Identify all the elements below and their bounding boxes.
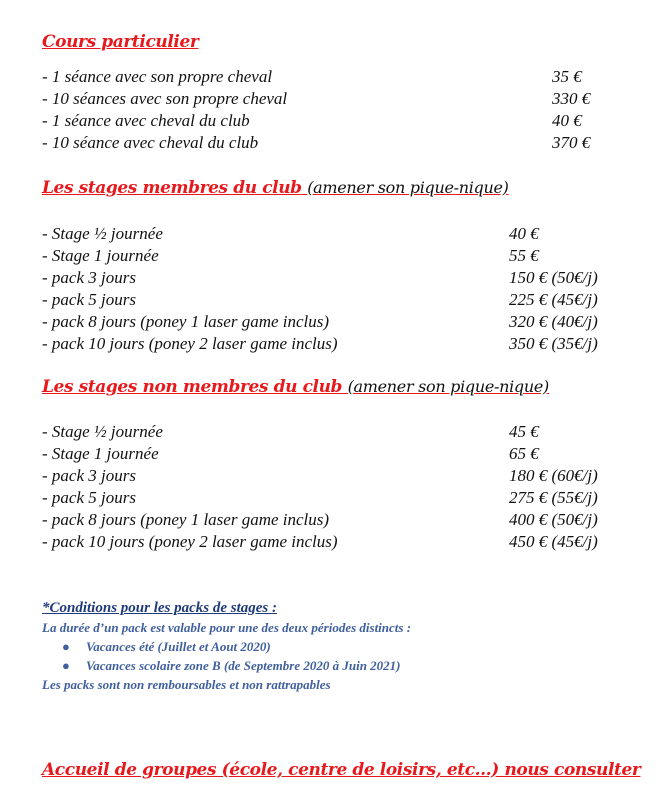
row-label: - pack 5 jours	[42, 290, 136, 309]
conditions-item	[62, 656, 642, 675]
conditions-list	[42, 637, 642, 675]
row-label: - pack 10 jours (poney 2 laser game inclus)	[42, 334, 338, 353]
bullet-icon: ●	[62, 658, 70, 673]
price-row	[42, 267, 645, 289]
price-row	[42, 289, 645, 311]
price-row	[42, 110, 645, 132]
price-row	[42, 88, 645, 110]
row-price: 350 € (35€/j)	[509, 334, 598, 353]
section-note: (amener son pique-nique)	[347, 377, 549, 396]
row-label: - pack 5 jours	[42, 488, 136, 507]
conditions-block	[42, 598, 642, 694]
section-title: Cours particulier	[42, 32, 199, 52]
conditions-title: *Conditions pour les packs de stages :	[42, 600, 278, 616]
row-price: 35 €	[552, 67, 582, 86]
row-label: - 10 séance avec cheval du club	[42, 133, 259, 152]
conditions-intro: La durée d’un pack est valable pour une des deux périodes distincts :	[42, 620, 412, 635]
price-row	[42, 421, 645, 443]
row-label: - pack 10 jours (poney 2 laser game inclus)	[42, 532, 338, 551]
row-price: 330 €	[552, 89, 591, 108]
row-label: - 1 séance avec son propre cheval	[42, 67, 273, 86]
section-heading-membres	[42, 178, 509, 198]
row-price: 40 €	[509, 224, 539, 243]
row-price: 370 €	[552, 133, 591, 152]
section-note: (amener son pique-nique)	[307, 178, 509, 197]
row-price: 45 €	[509, 422, 539, 441]
row-price: 450 € (45€/j)	[509, 532, 598, 551]
price-row	[42, 465, 645, 487]
row-label: - Stage ½ journée	[42, 422, 163, 441]
row-label: - Stage 1 journée	[42, 444, 159, 463]
row-label: - Stage ½ journée	[42, 224, 163, 243]
row-label: - pack 8 jours (poney 1 laser game inclus)	[42, 510, 330, 529]
section-title: Les stages non membres du club	[42, 377, 343, 397]
row-price: 275 € (55€/j)	[509, 488, 598, 507]
price-row	[42, 66, 645, 88]
price-row	[42, 509, 645, 531]
price-row	[42, 223, 645, 245]
row-label: - pack 8 jours (poney 1 laser game inclus)	[42, 312, 330, 331]
price-row	[42, 487, 645, 509]
section-heading-non-membres	[42, 377, 549, 397]
row-price: 150 € (50€/j)	[509, 268, 598, 287]
price-row	[42, 333, 645, 355]
row-price: 55 €	[509, 246, 539, 265]
groups-text: Accueil de groupes (école, centre de loisirs, etc…) nous consulter	[42, 760, 641, 780]
row-label: - 10 séances avec son propre cheval	[42, 89, 288, 108]
price-row	[42, 132, 645, 154]
price-row	[42, 443, 645, 465]
row-label: - pack 3 jours	[42, 268, 136, 287]
price-rows-membres	[42, 223, 645, 355]
price-row	[42, 531, 645, 553]
price-row	[42, 311, 645, 333]
row-price: 180 € (60€/j)	[509, 466, 598, 485]
row-label: - Stage 1 journée	[42, 246, 159, 265]
conditions-item-text: Vacances été (Juillet et Aout 2020)	[86, 639, 271, 654]
row-price: 40 €	[552, 111, 582, 130]
section-heading-cours	[42, 32, 198, 52]
price-rows-cours	[42, 66, 645, 154]
conditions-item	[62, 637, 642, 656]
bullet-icon: ●	[62, 639, 70, 654]
row-price: 320 € (40€/j)	[509, 312, 598, 331]
row-price: 400 € (50€/j)	[509, 510, 598, 529]
row-label: - pack 3 jours	[42, 466, 136, 485]
price-row	[42, 245, 645, 267]
row-label: - 1 séance avec cheval du club	[42, 111, 250, 130]
section-title: Les stages membres du club	[42, 178, 302, 198]
row-price: 65 €	[509, 444, 539, 463]
groups-heading	[42, 760, 640, 780]
row-price: 225 € (45€/j)	[509, 290, 598, 309]
price-rows-non-membres	[42, 421, 645, 553]
conditions-item-text: Vacances scolaire zone B (de Septembre 2020 à Juin 2021)	[86, 658, 401, 673]
conditions-footer: Les packs sont non remboursables et non rattrapables	[42, 677, 331, 692]
